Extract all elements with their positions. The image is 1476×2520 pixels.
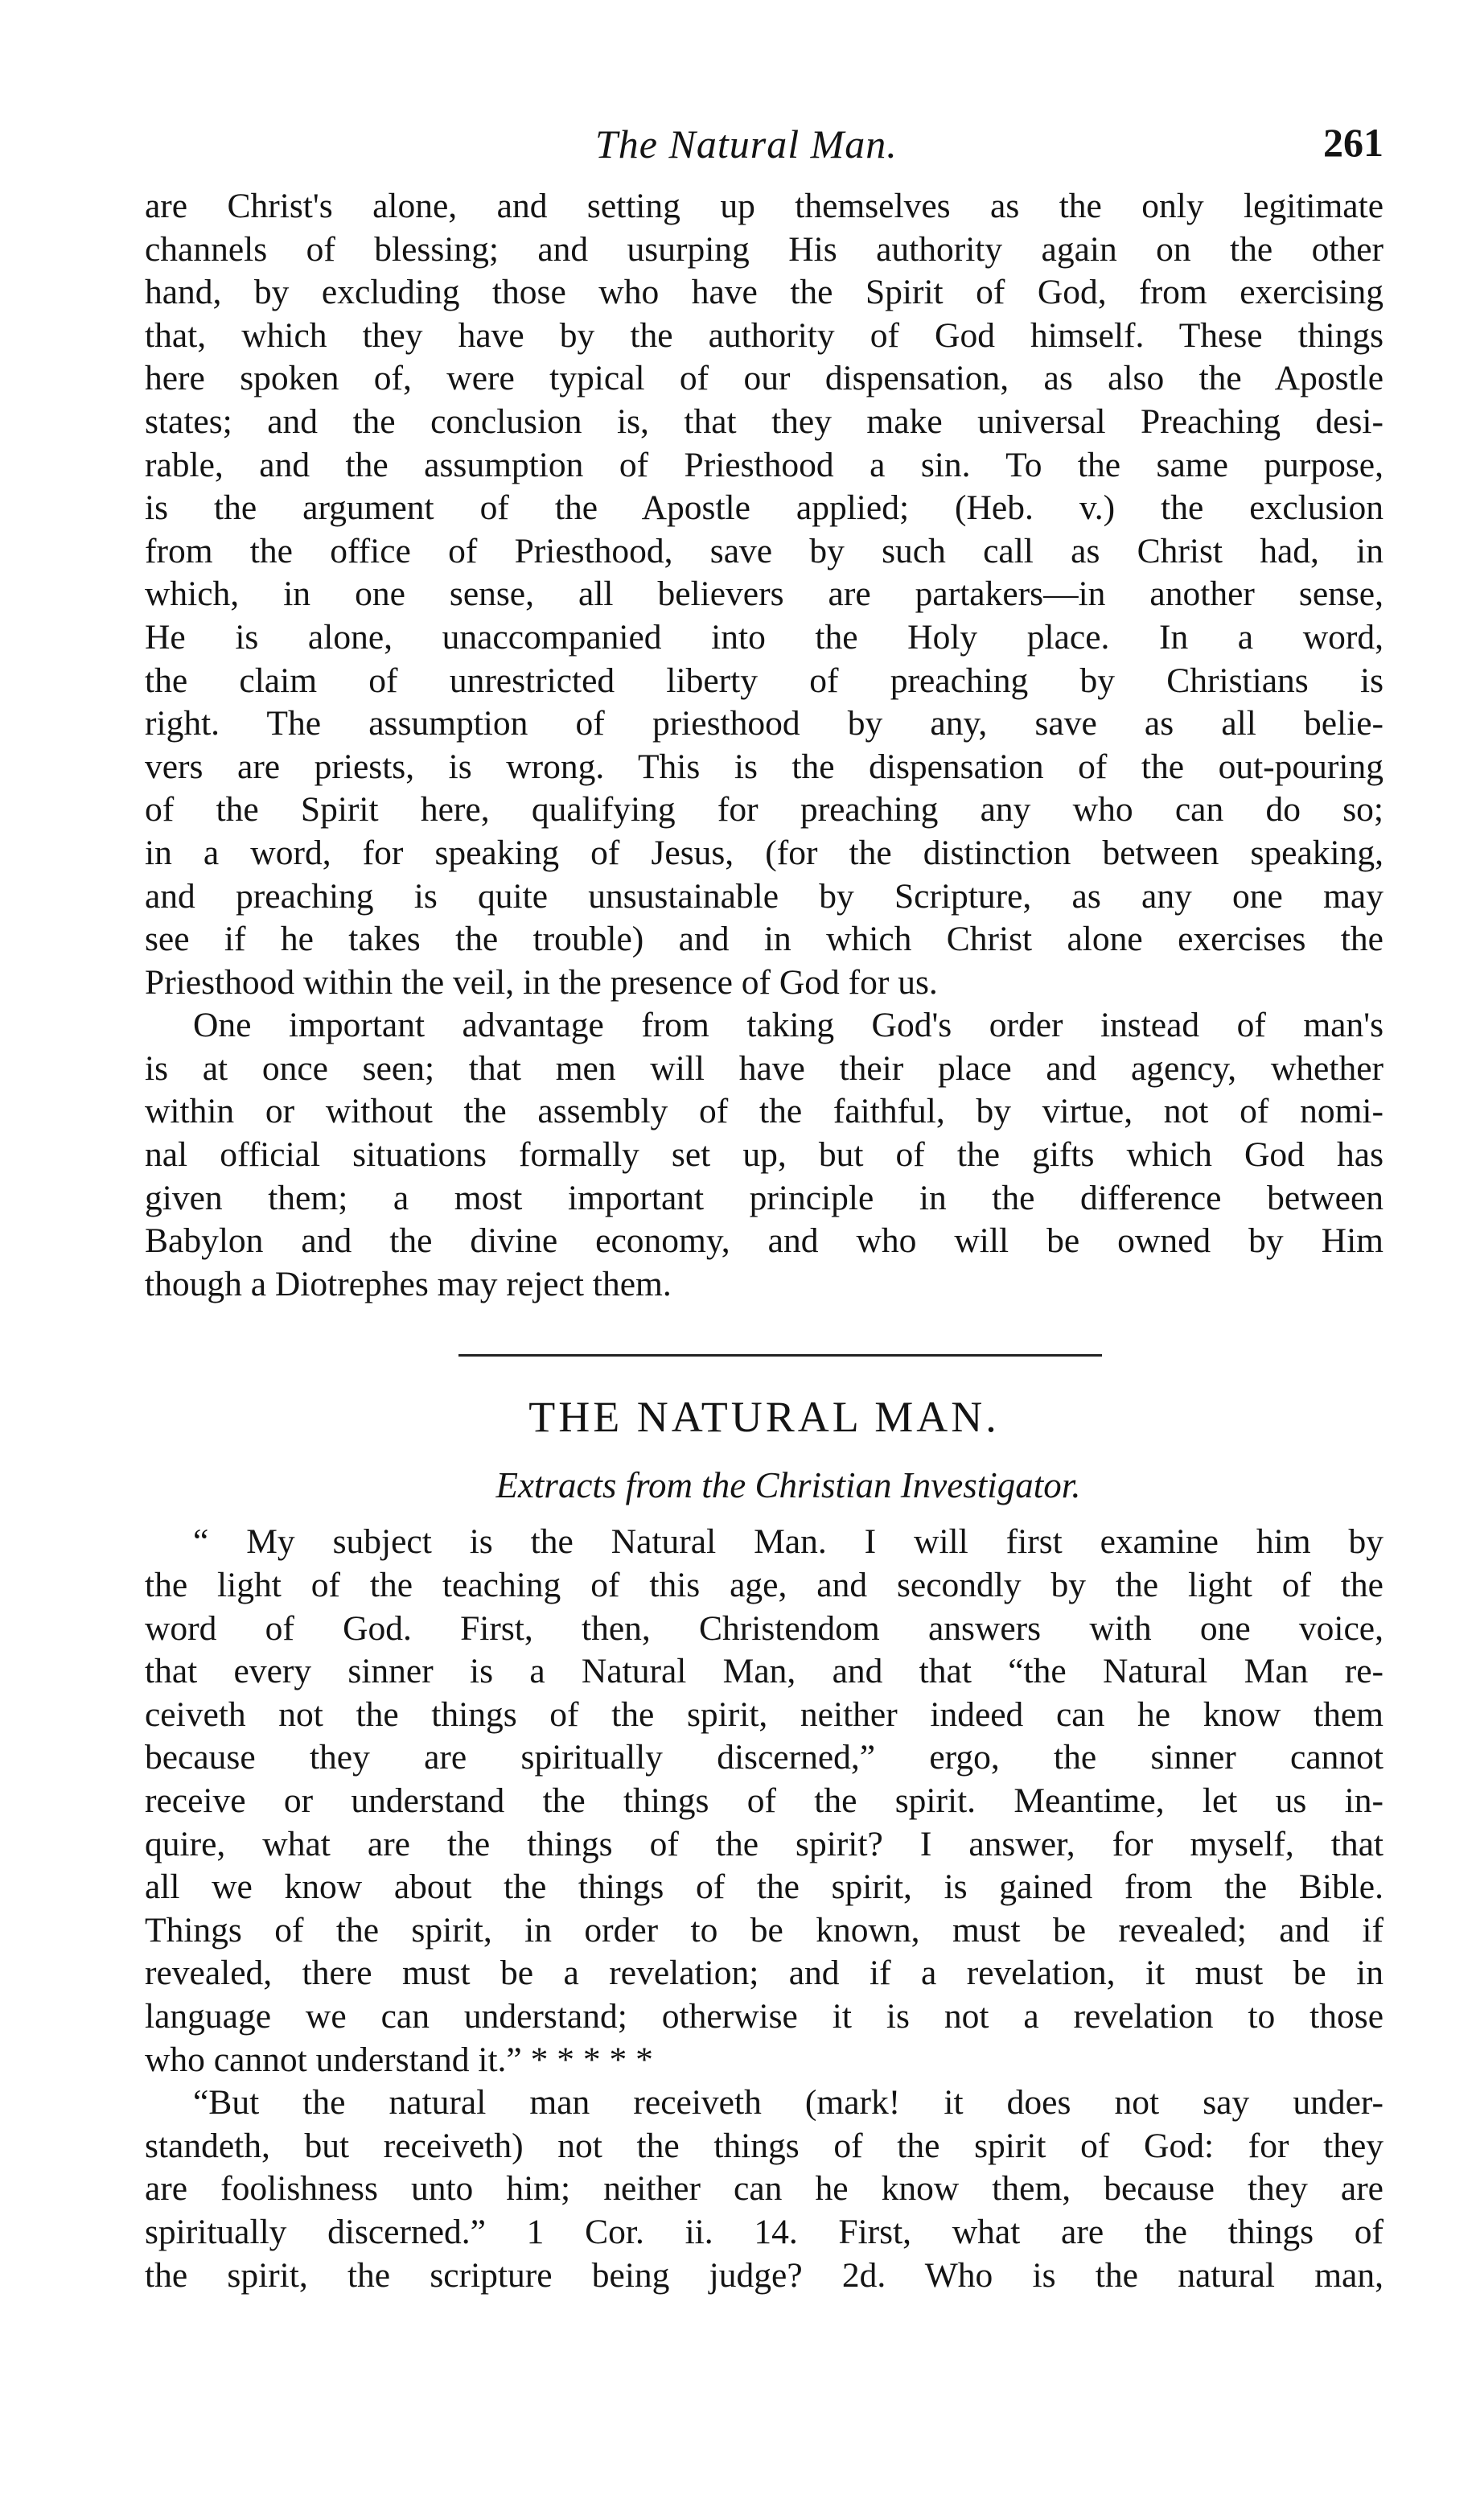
text-block-extract-continued bbox=[145, 2081, 1383, 2297]
text-line: the light of the teaching of this age, and secondly by the light of the bbox=[145, 1566, 1383, 1605]
text-block-extract bbox=[145, 1521, 1383, 2081]
section-title: THE NATURAL MAN. bbox=[528, 1393, 1000, 1442]
text-line: right. The assumption of priesthood by any, save as all belie- bbox=[145, 704, 1383, 743]
text-line: “But the natural man receiveth (mark! it does not say under- bbox=[193, 2083, 1383, 2123]
text-line: channels of blessing; and usurping His authority again on the other bbox=[145, 229, 1383, 269]
text-line: states; and the conclusion is, that they make universal Preaching desi- bbox=[145, 401, 1383, 441]
running-title: The Natural Man. bbox=[595, 121, 898, 167]
text-line: quire, what are the things of the spirit? I answer, for myself, that bbox=[145, 1824, 1383, 1863]
text-line: “ My subject is the Natural Man. I will first examine him by bbox=[193, 1522, 1383, 1562]
text-line: that, which they have by the authority of God himself. These things bbox=[145, 315, 1383, 355]
text-line: though a Diotrephes may reject them. bbox=[145, 1264, 672, 1303]
text-line: within or without the assembly of the faithful, by virtue, not of nomi- bbox=[145, 1092, 1383, 1131]
text-line: here spoken of, were typical of our dispensation, as also the Apostle bbox=[145, 359, 1383, 398]
text-line: vers are priests, is wrong. This is the dispensation of the out-pouring bbox=[145, 747, 1383, 786]
text-line: who cannot understand it.” * * * * * bbox=[145, 2040, 653, 2079]
text-line: and preaching is quite unsustainable by Scripture, as any one may bbox=[145, 876, 1383, 916]
text-line: are foolishness unto him; neither can he know them, because they are bbox=[145, 2169, 1383, 2209]
text-block-continuation bbox=[145, 185, 1383, 1004]
text-line: hand, by excluding those who have the Spirit of God, from exercising bbox=[145, 273, 1383, 312]
section-divider bbox=[458, 1354, 1102, 1357]
text-line: is at once seen; that men will have their place and agency, whether bbox=[145, 1048, 1383, 1088]
text-line: Priesthood within the veil, in the presence of God for us. bbox=[145, 962, 938, 1002]
text-line: which, in one sense, all believers are partakers—in another sense, bbox=[145, 574, 1383, 614]
text-line: of the Spirit here, qualifying for preaching any who can do so; bbox=[145, 790, 1383, 830]
text-line: He is alone, unaccompanied into the Holy place. In a word, bbox=[145, 617, 1383, 657]
text-line: revealed, there must be a revelation; and if a revelation, it must be in bbox=[145, 1954, 1383, 1993]
text-block-paragraph bbox=[145, 1004, 1383, 1306]
text-line: are Christ's alone, and setting up themselves as the only legitimate bbox=[145, 187, 1383, 225]
text-line: ceiveth not the things of the spirit, neither indeed can he know them bbox=[145, 1694, 1383, 1734]
text-line: from the office of Priesthood, save by such call as Christ had, in bbox=[145, 531, 1383, 570]
text-line: the claim of unrestricted liberty of preaching by Christians is bbox=[145, 661, 1383, 700]
text-line: the spirit, the scripture being judge? 2d. Who is the natural man, bbox=[145, 2255, 1383, 2295]
text-line: given them; a most important principle in the difference between bbox=[145, 1178, 1383, 1217]
text-line: word of God. First, then, Christendom answers with one voice, bbox=[145, 1608, 1383, 1648]
text-line: nal official situations formally set up, but of the gifts which God has bbox=[145, 1135, 1383, 1175]
text-line: in a word, for speaking of Jesus, (for the distinction between speaking, bbox=[145, 833, 1383, 872]
text-line: spiritually discerned.” 1 Cor. ii. 14. First, what are the things of bbox=[145, 2212, 1383, 2251]
text-line: is the argument of the Apostle applied; (Heb. v.) the exclusion bbox=[145, 488, 1383, 528]
text-line: see if he takes the trouble) and in which Christ alone exercises the bbox=[145, 920, 1383, 959]
section-subtitle: Extracts from the Christian Investigator. bbox=[495, 1465, 1081, 1506]
text-line: Babylon and the divine economy, and who will be owned by Him bbox=[145, 1221, 1383, 1261]
text-line: Things of the spirit, in order to be known, must be revealed; and if bbox=[145, 1910, 1383, 1950]
text-line: rable, and the assumption of Priesthood a sin. To the same purpose, bbox=[145, 445, 1383, 484]
text-line: because they are spiritually discerned,” ergo, the sinner cannot bbox=[145, 1738, 1383, 1777]
text-line: One important advantage from taking God's order instead of man's bbox=[193, 1006, 1383, 1045]
text-line: standeth, but receiveth) not the things of the spirit of God: for they bbox=[145, 2126, 1383, 2165]
text-line: receive or understand the things of the spirit. Meantime, let us in- bbox=[145, 1781, 1383, 1820]
book-page bbox=[145, 105, 1383, 2297]
text-line: language we can understand; otherwise it is not a revelation to those bbox=[145, 1996, 1383, 2036]
text-line: that every sinner is a Natural Man, and that “the Natural Man re- bbox=[145, 1652, 1383, 1691]
page-number: 261 bbox=[1323, 120, 1383, 165]
running-head bbox=[145, 105, 1383, 177]
text-line: all we know about the things of the spirit, is gained from the Bible. bbox=[145, 1867, 1383, 1907]
